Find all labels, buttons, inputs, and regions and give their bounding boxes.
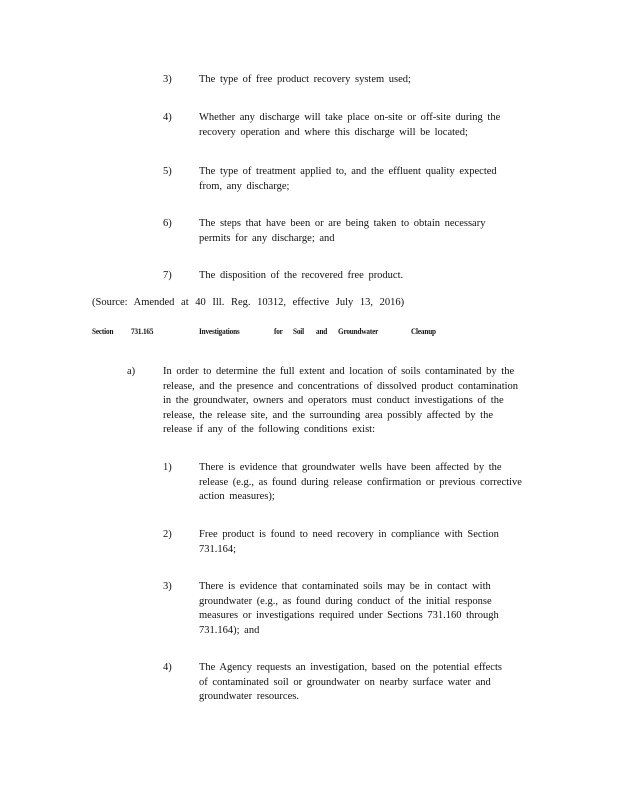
list-item-text: The steps that have been or are being taken to obtain necessary permits for any discharge; and: [199, 218, 486, 244]
list-item-text: Whether any discharge will take place on-site or off-site during the recovery operation and where this discharge will be located;: [199, 112, 501, 138]
list-item-number: 1): [163, 462, 172, 473]
list-item-number: 3): [163, 74, 172, 85]
section-title-word: Cleanup: [411, 326, 436, 336]
section-title-word: Soil: [293, 326, 304, 336]
list-item-text: The disposition of the recovered free product.: [199, 270, 404, 281]
section-title-word: Investigations: [199, 326, 240, 336]
list-item-text: The type of treatment applied to, and the effluent quality expected from, any discharge;: [199, 166, 497, 192]
list-item-number: 7): [163, 270, 172, 281]
list-item-text: There is evidence that groundwater wells have been affected by the release (e.g., as found during release confirmation or previous corrective action measures);: [199, 462, 522, 502]
section-label: Section: [92, 326, 114, 336]
list-item-text: Free product is found to need recovery in compliance with Section 731.164;: [199, 529, 499, 555]
section-number: 731.165: [131, 326, 154, 336]
list-item-text: There is evidence that contaminated soils may be in contact with groundwater (e.g., as found during conduct of the initial response measures or investigations required under Sections 731.160 through 731.164); and: [199, 581, 499, 636]
list-item-number: 3): [163, 581, 172, 592]
source-note: (Source: Amended at 40 Ill. Reg. 10312, effective July 13, 2016): [92, 297, 405, 308]
section-title-word: for: [274, 326, 283, 336]
list-item-number: 6): [163, 218, 172, 229]
list-item-number: 2): [163, 529, 172, 540]
list-item-text: The Agency requests an investigation, based on the potential effects of contaminated soil or groundwater on nearby surface water and groundwater resources.: [199, 662, 502, 702]
list-item-number: 4): [163, 662, 172, 673]
section-title-word: and: [316, 326, 328, 336]
section-title-word: Groundwater: [338, 326, 379, 336]
subsection-text: In order to determine the full extent and location of soils contaminated by the release, and the presence and concentrations of dissolved product contamination in the groundwater, owners and operators must conduct investigations of the release, the release site, and the surrounding area possibly affected by the release if any of the following conditions exist:: [163, 366, 519, 435]
subsection-letter: a): [127, 366, 136, 377]
list-item-number: 5): [163, 166, 172, 177]
list-item-number: 4): [163, 112, 172, 123]
list-item-text: The type of free product recovery system used;: [199, 74, 411, 85]
